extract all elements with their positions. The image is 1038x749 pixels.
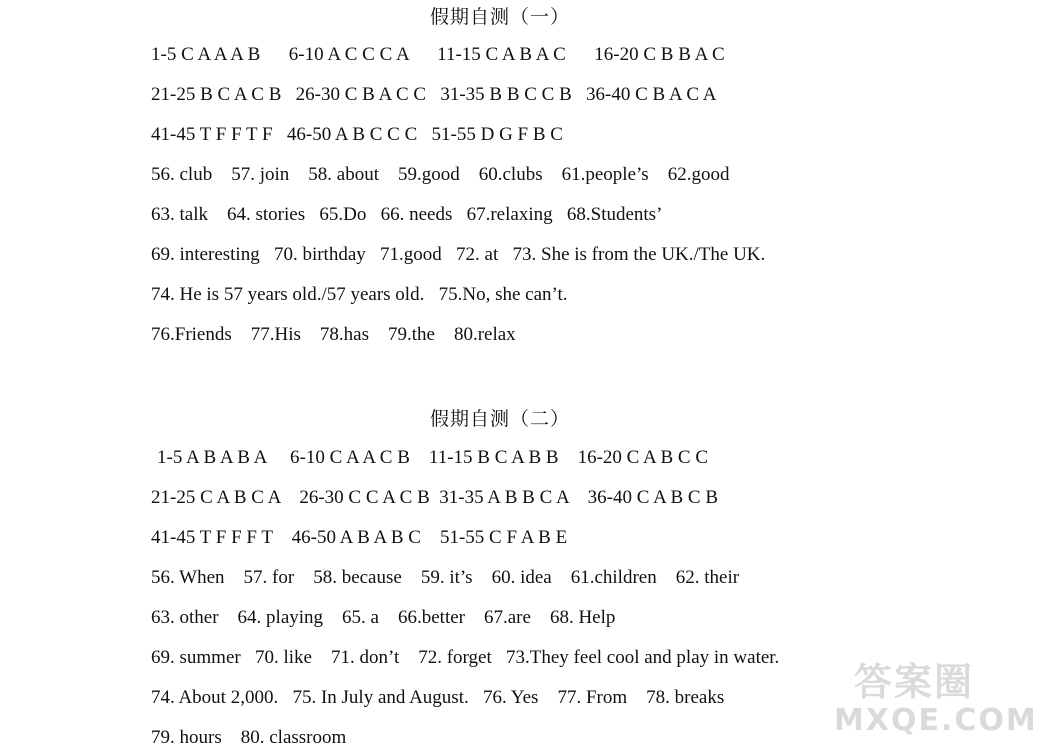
answer-item: 62.good bbox=[667, 164, 730, 185]
answer-group: 16-20 C B B A C bbox=[594, 44, 725, 65]
answer-item: 71. don’t bbox=[330, 647, 400, 668]
s1-line-8 bbox=[151, 324, 516, 346]
answer-group: 6-10 A C C C A bbox=[288, 44, 409, 65]
answer-item: 65. a bbox=[342, 607, 379, 628]
answer-item: 70. like bbox=[254, 647, 312, 668]
s1-line-4 bbox=[151, 164, 729, 186]
answer-item: 79. hours bbox=[151, 727, 222, 748]
answer-group: 31-35 B B C C B bbox=[440, 84, 572, 105]
answer-item: 75.No, she can’t. bbox=[438, 284, 568, 305]
answer-group: 21-25 B C A C B bbox=[151, 84, 282, 105]
answer-item: 58. because bbox=[313, 567, 402, 588]
answer-item: 72. forget bbox=[418, 647, 492, 668]
answer-group: 11-15 C A B A C bbox=[437, 44, 566, 65]
answer-item: 76.Friends bbox=[151, 324, 232, 345]
answer-item: 77.His bbox=[250, 324, 301, 345]
answer-item: 70. birthday bbox=[273, 244, 366, 265]
answer-item: 69. interesting bbox=[151, 244, 260, 265]
answer-group: 46-50 A B A B C bbox=[291, 527, 421, 548]
answer-item: 61.people’s bbox=[561, 164, 649, 185]
answer-item: 80.relax bbox=[453, 324, 516, 345]
answer-item: 60. idea bbox=[491, 567, 552, 588]
answer-item: 74. He is 57 years old./57 years old. bbox=[151, 284, 425, 305]
answer-item: 77. From bbox=[557, 687, 628, 708]
s2-line-5 bbox=[151, 607, 615, 629]
s1-line-7 bbox=[151, 284, 568, 306]
answer-group: 1-5 A B A B A bbox=[157, 447, 267, 468]
answer-item: 73.They feel cool and play in water. bbox=[506, 647, 780, 668]
answer-group: 41-45 T F F T F bbox=[151, 124, 273, 145]
answer-item: 65.Do bbox=[319, 204, 367, 225]
answer-item: 60.clubs bbox=[478, 164, 543, 185]
answer-item: 61.children bbox=[570, 567, 657, 588]
answer-item: 79.the bbox=[387, 324, 435, 345]
answer-item: 59. it’s bbox=[420, 567, 473, 588]
s2-line-8 bbox=[151, 727, 346, 749]
answer-item: 67.are bbox=[484, 607, 531, 628]
answer-item: 56. club bbox=[151, 164, 213, 185]
answer-group: 26-30 C C A C B bbox=[299, 487, 430, 508]
answer-group: 36-40 C B A C A bbox=[586, 84, 717, 105]
s1-line-6 bbox=[151, 244, 765, 266]
answer-group: 41-45 T F F F T bbox=[151, 527, 273, 548]
answer-item: 56. When bbox=[151, 567, 225, 588]
answer-item: 69. summer bbox=[151, 647, 241, 668]
answer-item: 66.better bbox=[397, 607, 465, 628]
answer-item: 80. classroom bbox=[240, 727, 347, 748]
answer-group: 16-20 C A B C C bbox=[577, 447, 709, 468]
answer-item: 58. about bbox=[308, 164, 379, 185]
watermark-url: MXQE.COM bbox=[834, 703, 1038, 738]
s2-line-7 bbox=[151, 687, 724, 709]
answer-item: 78. breaks bbox=[646, 687, 725, 708]
s2-line-4 bbox=[151, 567, 739, 589]
answer-item: 68.Students’ bbox=[566, 204, 663, 225]
s1-line-1 bbox=[151, 44, 725, 66]
answer-item: 59.good bbox=[398, 164, 460, 185]
s1-line-2 bbox=[151, 84, 716, 106]
s1-line-3 bbox=[151, 124, 563, 146]
answer-group: 6-10 C A A C B bbox=[290, 447, 410, 468]
answer-group: 46-50 A B C C C bbox=[286, 124, 418, 145]
answer-item: 78.has bbox=[319, 324, 369, 345]
answer-item: 63. talk bbox=[151, 204, 208, 225]
s2-line-2 bbox=[151, 487, 718, 509]
answer-group: 51-55 C F A B E bbox=[439, 527, 568, 548]
answer-item: 71.good bbox=[380, 244, 442, 265]
answer-item: 72. at bbox=[456, 244, 499, 265]
s1-line-5 bbox=[151, 204, 662, 226]
answer-item: 57. for bbox=[243, 567, 295, 588]
answer-item: 62. their bbox=[675, 567, 740, 588]
answer-item: 66. needs bbox=[380, 204, 453, 225]
answer-group: 26-30 C B A C C bbox=[295, 84, 427, 105]
answer-item: 63. other bbox=[151, 607, 219, 628]
answer-item: 74. About 2,000. bbox=[151, 687, 279, 708]
s2-line-3 bbox=[151, 527, 567, 549]
section1-title: 假期自测（一） bbox=[429, 6, 570, 28]
answer-item: 64. stories bbox=[227, 204, 306, 225]
section2-title: 假期自测（二） bbox=[429, 408, 570, 430]
answer-item: 75. In July and August. bbox=[292, 687, 469, 708]
s2-line-6 bbox=[151, 647, 779, 669]
watermark-logo bbox=[834, 660, 1038, 742]
answer-group: 36-40 C A B C B bbox=[587, 487, 719, 508]
watermark-title: 答案圈 bbox=[853, 660, 974, 704]
answer-group: 11-15 B C A B B bbox=[428, 447, 559, 468]
answer-item: 68. Help bbox=[549, 607, 616, 628]
answer-item: 64. playing bbox=[237, 607, 324, 628]
answer-item: 67.relaxing bbox=[466, 204, 553, 225]
answer-item: 76. Yes bbox=[482, 687, 539, 708]
answer-group: 21-25 C A B C A bbox=[151, 487, 281, 508]
answer-group: 51-55 D G F B C bbox=[431, 124, 563, 145]
answer-item: 57. join bbox=[231, 164, 290, 185]
answer-group: 1-5 C A A A B bbox=[151, 44, 261, 65]
answer-group: 31-35 A B B C A bbox=[439, 487, 569, 508]
s2-line-1 bbox=[157, 447, 708, 469]
answer-item: 73. She is from the UK./The UK. bbox=[512, 244, 766, 265]
